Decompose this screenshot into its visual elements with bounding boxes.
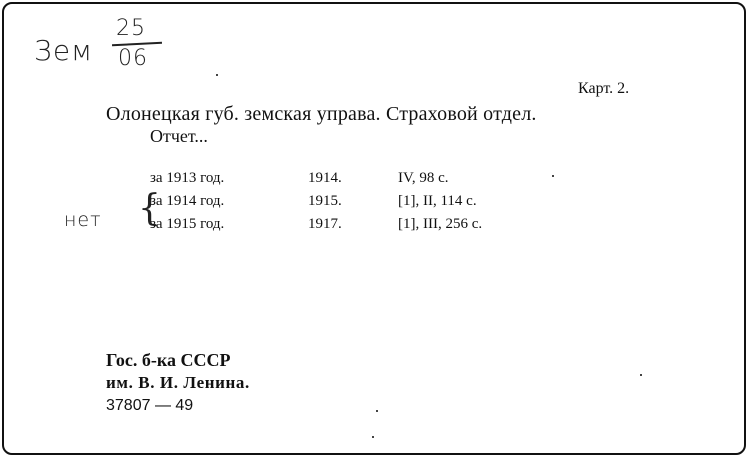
brace: { [138,188,161,229]
report-details: [1], II, 114 с. [398,193,477,209]
library-dedication: им. В. И. Ленина. [106,373,250,392]
report-details: IV, 98 с. [398,170,449,186]
handwritten-prefix: Зем [34,34,94,67]
report-period: за 1913 год. [150,170,225,186]
card-subtitle: Отчет... [150,126,208,146]
scan-speck [372,436,374,438]
handwritten-numerator: 25 [116,16,146,41]
scan-speck [552,175,554,177]
report-year: 1915. [308,193,342,209]
report-details: [1], III, 256 с. [398,216,483,232]
scan-speck [640,374,642,376]
report-period: за 1914 год. [150,193,225,209]
report-year: 1914. [308,170,342,186]
library-name: Гос. б-ка СССР [106,350,231,370]
scan-speck [376,410,378,412]
handwritten-denominator: 06 [118,46,148,71]
handwritten-side-note: нет [64,209,102,231]
library-shelf-number: 37807 — 49 [106,397,194,414]
card-number: Карт. 2. [578,80,630,97]
report-year: 1917. [308,216,342,232]
report-period: за 1915 год. [150,216,225,232]
card-title: Олонецкая губ. земская управа. Страховой отдел. [106,103,537,125]
scan-speck [216,74,218,76]
